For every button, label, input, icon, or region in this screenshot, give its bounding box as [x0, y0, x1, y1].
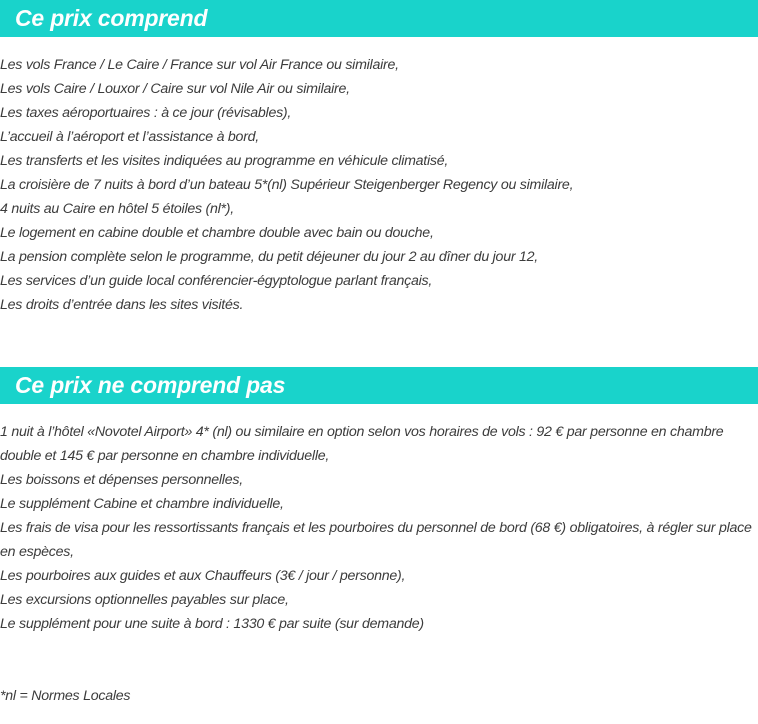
- section-title-excluded: Ce prix ne comprend pas: [15, 372, 286, 398]
- included-item: 4 nuits au Caire en hôtel 5 étoiles (nl*),: [0, 201, 234, 217]
- excluded-item: 1 nuit à l’hôtel «Novotel Airport» 4* (nl) ou similaire en option selon vos horaires de vols : 92 € par personne en chambre double et 145 € par personne en chambre individuelle,: [0, 424, 724, 464]
- excluded-item: Les excursions optionnelles payables sur place,: [0, 592, 289, 608]
- included-item: Les services d’un guide local conférencier-égyptologue parlant français,: [0, 273, 433, 289]
- excluded-item: Les pourboires aux guides et aux Chauffeurs (3€ / jour / personne),: [0, 568, 406, 584]
- included-item: La pension complète selon le programme, du petit déjeuner du jour 2 au dîner du jour 12,: [0, 249, 538, 265]
- included-item: La croisière de 7 nuits à bord d’un bateau 5*(nl) Supérieur Steigenberger Regency ou similaire,: [0, 177, 574, 193]
- excluded-item: Le supplément pour une suite à bord : 1330 € par suite (sur demande): [0, 616, 424, 632]
- section-header-excluded: [0, 367, 758, 404]
- section-title-included: Ce prix comprend: [15, 5, 208, 31]
- included-item: L’accueil à l’aéroport et l’assistance à bord,: [0, 129, 260, 145]
- included-item: Les taxes aéroportuaires : à ce jour (révisables),: [0, 105, 292, 121]
- section-header-included: [0, 0, 758, 37]
- excluded-item: Les boissons et dépenses personnelles,: [0, 472, 243, 488]
- included-item: Les vols France / Le Caire / France sur vol Air France ou similaire,: [0, 57, 399, 73]
- footnote-local-norms: *nl = Normes Locales: [0, 688, 131, 704]
- excluded-items-list: [0, 420, 758, 636]
- included-item: Le logement en cabine double et chambre double avec bain ou douche,: [0, 225, 434, 241]
- excluded-item: Le supplément Cabine et chambre individuelle,: [0, 496, 284, 512]
- included-item: Les droits d’entrée dans les sites visités.: [0, 297, 244, 313]
- included-item: Les vols Caire / Louxor / Caire sur vol Nile Air ou similaire,: [0, 81, 350, 97]
- excluded-item: Les frais de visa pour les ressortissants français et les pourboires du personnel de bord (68 €) obligatoires, à régler sur place en espèces,: [0, 520, 752, 560]
- included-items-list: [0, 53, 758, 317]
- included-item: Les transferts et les visites indiquées au programme en véhicule climatisé,: [0, 153, 449, 169]
